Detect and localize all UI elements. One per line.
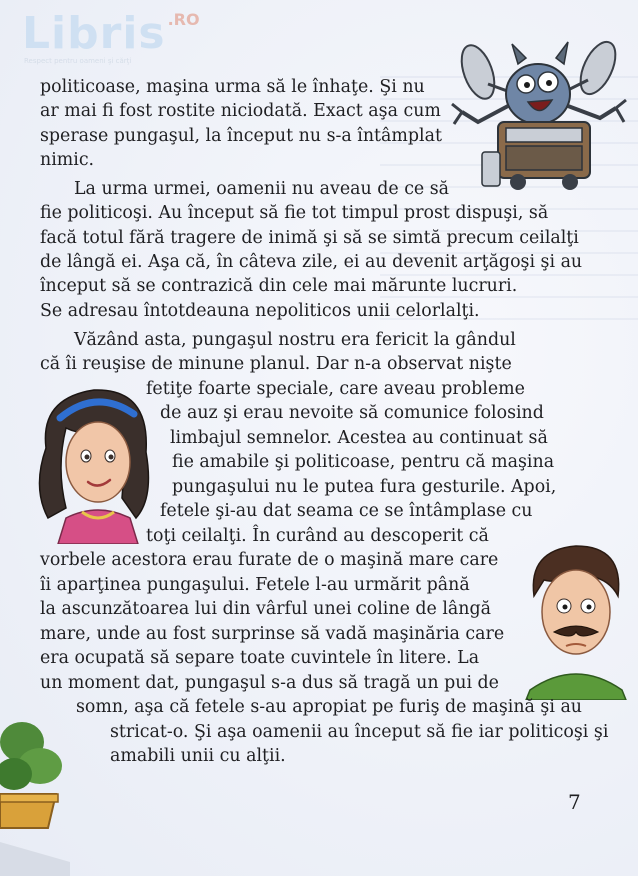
text-line: Văzând asta, pungaşul nostru era fericit la gândul — [74, 330, 516, 350]
text-line: amabili unii cu alţii. — [110, 746, 286, 766]
text-line: Se adresau întotdeauna nepoliticos unii celorlalţi. — [40, 301, 480, 321]
watermark-brand: Libris — [22, 8, 166, 59]
text-line: toţi ceilalţi. În curând au descoperit că — [146, 526, 489, 546]
page-number: 7 — [568, 790, 581, 814]
text-line: somn, aşa că fetele s-au apropiat pe furiş de maşină şi au — [76, 697, 583, 717]
text-line: îi aparţinea pungaşului. Fetele l-au urmărit până — [40, 575, 470, 595]
text-line: că îi reuşise de minune planul. Dar n-a observat nişte — [40, 354, 512, 374]
text-line: mare, unde au fost surprinse să vadă maşinăria care — [40, 624, 505, 644]
watermark-tld: .RO — [167, 10, 200, 29]
text-line: politicoase, maşina urma să le înhaţe. Şi nu — [40, 77, 425, 97]
text-line: de auz şi erau nevoite să comunice folosind — [160, 403, 544, 423]
text-line: fie politicoşi. Au început să fie tot timpul prost dispuşi, să — [40, 203, 549, 223]
girl-with-headband-illustration — [26, 378, 166, 544]
text-line: limbajul semnelor. Acestea au continuat să — [170, 428, 548, 448]
watermark-logo — [22, 8, 200, 59]
text-line: început să se contrazică din cele mai mărunte lucruri. — [40, 276, 518, 296]
text-line: vorbele acestora erau furate de o maşină mare care — [40, 550, 499, 570]
text-line: fie amabile şi politicoase, pentru că maşina — [172, 452, 555, 472]
text-line: stricat-o. Şi aşa oamenii au început să fie iar politicoşi şi — [110, 722, 609, 742]
mustached-man-illustration — [520, 540, 630, 700]
text-line: fetiţe foarte speciale, care aveau probleme — [146, 379, 525, 399]
potted-plant-illustration — [0, 712, 70, 876]
text-line: la ascunzătoarea lui din vârful unei coline de lângă — [40, 599, 491, 619]
text-line: nimic. — [40, 150, 95, 170]
text-line: sperase pungaşul, la început nu s-a întâmplat — [40, 126, 442, 146]
text-line: de lângă ei. Aşa că, în câteva zile, ei au devenit arţăgoşi şi au — [40, 252, 583, 272]
text-line: ar mai fi fost rostite niciodată. Exact aşa cum — [40, 101, 441, 121]
text-line: pungaşului nu le putea fura gesturile. Apoi, — [172, 477, 557, 497]
text-line: facă totul fără tragere de inimă şi să se simtă precum ceilalţi — [40, 228, 579, 248]
text-line: fetele şi-au dat seama ce se întâmplase cu — [160, 501, 533, 521]
robot-machine-illustration — [448, 34, 630, 194]
text-line: La urma urmei, oamenii nu aveau de ce să — [74, 179, 450, 199]
text-line: un moment dat, pungaşul s-a dus să tragă un pui de — [40, 673, 499, 693]
watermark-tagline: Respect pentru oameni şi cărţi — [24, 57, 132, 65]
text-line: era ocupată să separe toate cuvintele în litere. La — [40, 648, 480, 668]
